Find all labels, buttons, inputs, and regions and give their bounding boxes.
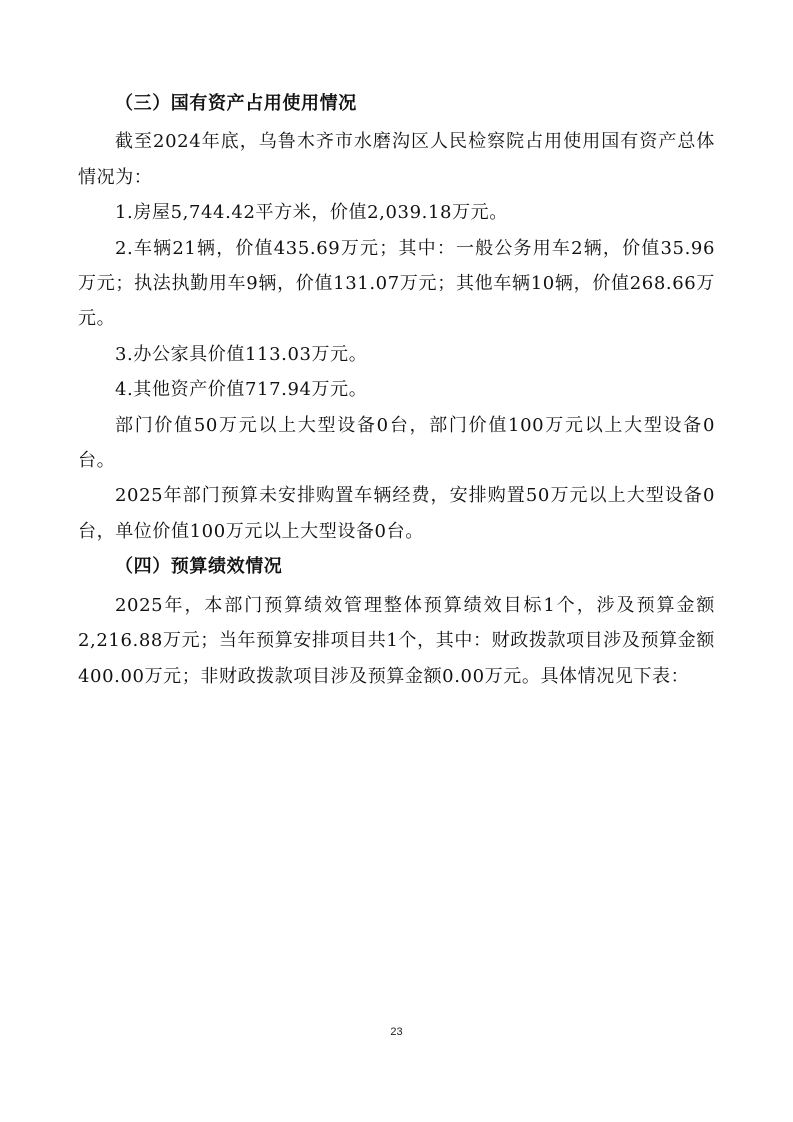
- performance-paragraph: 2025年，本部门预算绩效管理整体预算绩效目标1个，涉及预算金额2,216.88万元；当年预算安排项目共1个，其中：财政拨款项目涉及预算金额400.00万元；非财政拨款项目涉及预算金额0.00万元。具体情况见下表：: [78, 594, 715, 687]
- page-number: 23: [390, 1026, 403, 1038]
- section-heading-assets: （三）国有资产占用使用情况: [115, 93, 357, 114]
- assets-intro-paragraph: 截至2024年底，乌鲁木齐市水磨沟区人民检察院占用使用国有资产总体情况为：: [78, 131, 715, 188]
- asset-item-other: 4.其他资产价值717.94万元。: [115, 379, 368, 401]
- section-heading-performance: （四）预算绩效情况: [115, 556, 283, 578]
- budget-plan-paragraph: 2025年部门预算未安排购置车辆经费，安排购置50万元以上大型设备0台，单位价值100万元以上大型设备0台。: [78, 485, 715, 542]
- asset-item-vehicles: 2.车辆21辆，价值435.69万元；其中：一般公务用车2辆，价值35.96万元；执法执勤用车9辆，价值131.07万元；其他车辆10辆，价值268.66万元。: [78, 237, 715, 330]
- asset-item-furniture: 3.办公家具价值113.03万元。: [115, 343, 368, 365]
- asset-item-housing: 1.房屋5,744.42平方米，价值2,039.18万元。: [115, 202, 508, 224]
- equipment-paragraph: 部门价值50万元以上大型设备0台，部门价值100万元以上大型设备0台。: [78, 414, 715, 472]
- page-content: [78, 86, 715, 694]
